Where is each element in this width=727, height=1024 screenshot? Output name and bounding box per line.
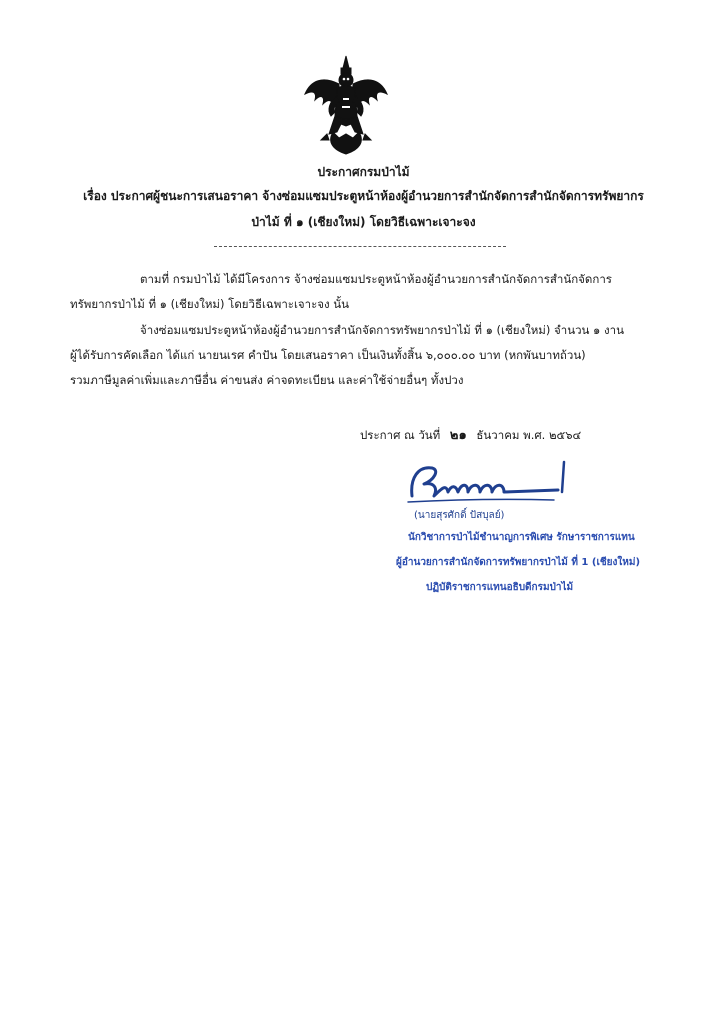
garuda-emblem-icon — [303, 54, 389, 158]
announce-date — [360, 428, 581, 443]
paragraph-2-line-3: รวมภาษีมูลค่าเพิ่มและภาษีอื่น ค่าขนส่ง ค่าจดทะเบียน และค่าใช้จ่ายอื่นๆ ทั้งปวง — [70, 373, 464, 387]
paragraph-1-line-2: ทรัพยากรป่าไม้ ที่ ๑ (เชียงใหม่) โดยวิธีเฉพาะเจาะจง นั้น — [70, 297, 350, 311]
signatory-position-1: นักวิชาการป่าไม้ชำนาญการพิเศษ รักษาราชการแทน — [408, 532, 635, 543]
signatory-position-2: ผู้อำนวยการสำนักจัดการทรัพยากรป่าไม้ ที่ 1 (เชียงใหม่) — [396, 557, 641, 568]
announce-date-day: ๒๑ — [449, 428, 467, 443]
handwritten-signature — [404, 458, 574, 510]
header-divider — [214, 246, 506, 247]
signatory-position-3: ปฏิบัติราชการแทนอธิบดีกรมป่าไม้ — [426, 582, 574, 593]
subject-line-1: เรื่อง ประกาศผู้ชนะการเสนอราคา จ้างซ่อมแซมประตูหน้าห้องผู้อำนวยการสำนักจัดการสำนักจัดการทรัพยากร — [83, 189, 644, 203]
signatory-name: (นายสุรศักดิ์ ปัสบุลย์) — [414, 510, 505, 521]
announcement-agency: ประกาศกรมป่าไม้ — [317, 165, 410, 179]
announce-date-prefix: ประกาศ ณ วันที่ — [360, 428, 441, 442]
paragraph-1-line-1: ตามที่ กรมป่าไม้ ได้มีโครงการ จ้างซ่อมแซมประตูหน้าห้องผู้อำนวยการสำนักจัดการสำนักจัดการ — [140, 272, 612, 286]
paragraph-2-line-1: จ้างซ่อมแซมประตูหน้าห้องผู้อำนวยการสำนักจัดการทรัพยากรป่าไม้ ที่ ๑ (เชียงใหม่) จำนวน ๑ งาน — [140, 323, 624, 337]
subject-line-2: ป่าไม้ ที่ ๑ (เชียงใหม่) โดยวิธีเฉพาะเจาะจง — [251, 215, 476, 229]
paragraph-2-line-2: ผู้ได้รับการคัดเลือก ได้แก่ นายนเรศ คำปัน โดยเสนอราคา เป็นเงินทั้งสิ้น ๖,๐๐๐.๐๐ บาท (หกพันบาทถ้วน) — [70, 348, 586, 362]
announce-date-month-year: ธันวาคม พ.ศ. ๒๕๖๔ — [476, 428, 582, 442]
